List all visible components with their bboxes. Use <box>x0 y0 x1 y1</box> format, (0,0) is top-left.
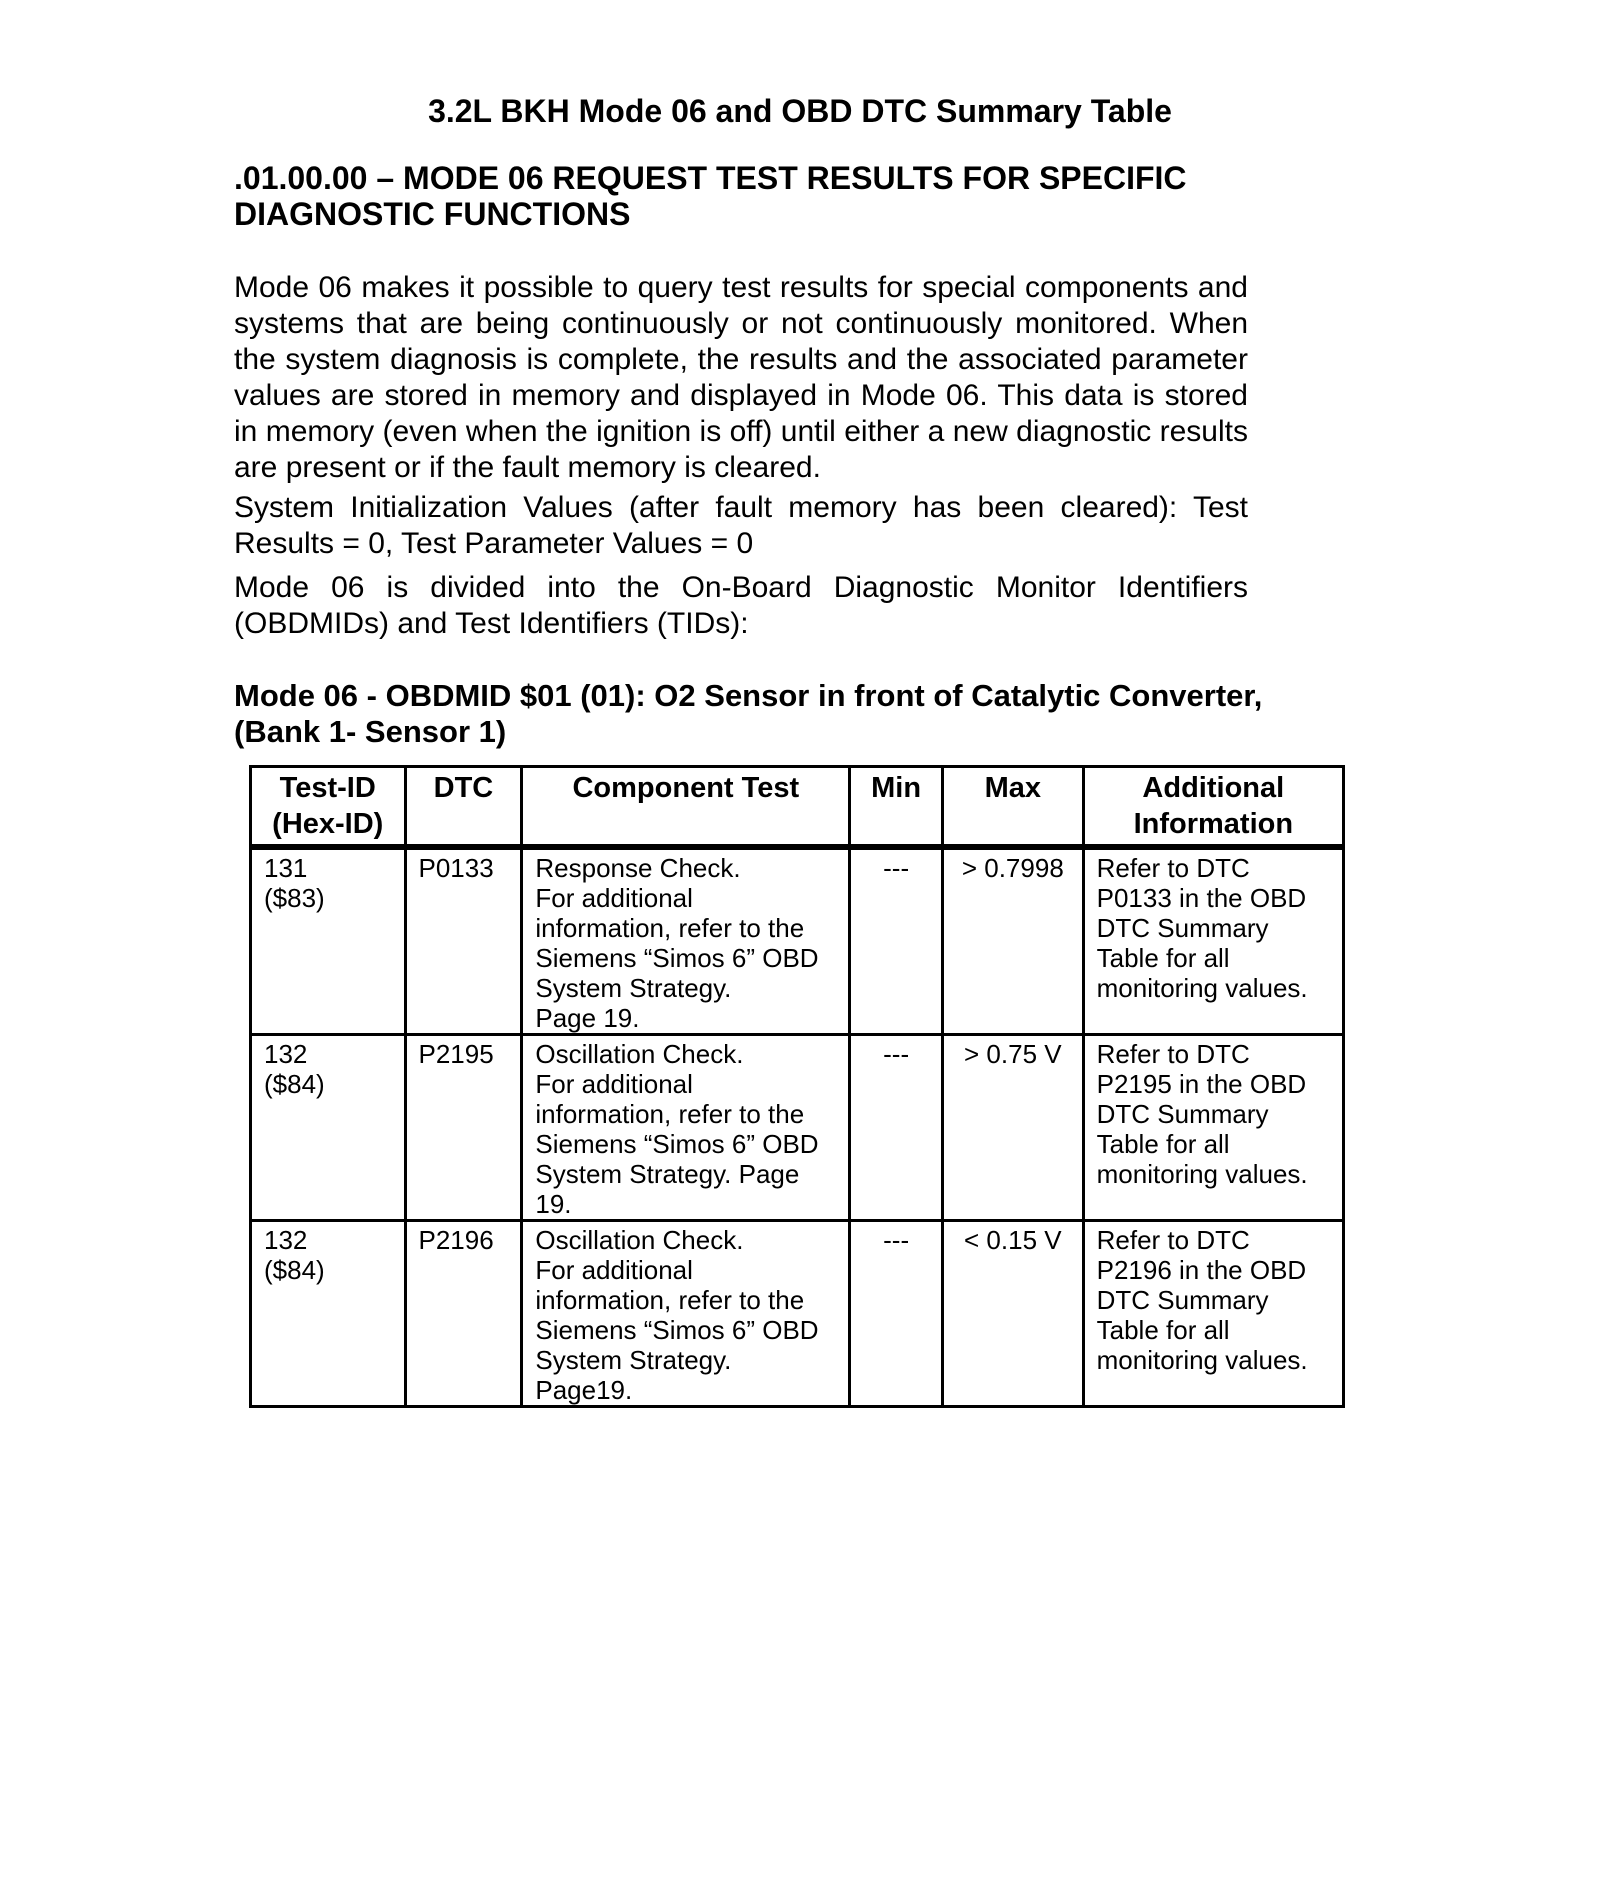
header-min: Min <box>850 767 943 848</box>
cell-min: --- <box>850 847 943 1035</box>
cell-min: --- <box>850 1035 943 1221</box>
intro-paragraph: Mode 06 makes it possible to query test results for special components and systems that are being continuously or not continuously monitored. When the system diagnosis is complete, the results and the associated parameter values are stored in memory and displayed in Mode 06. This data is stored in memory (even when the ignition is off) until either a new diagnostic results are present or if the fault memory is cleared. <box>234 271 1248 484</box>
cell-test-id: 132 ($84) <box>251 1035 406 1221</box>
cell-dtc: P2196 <box>405 1221 522 1407</box>
section-heading: .01.00.00 – MODE 06 REQUEST TEST RESULTS FOR SPECIFIC DIAGNOSTIC FUNCTIONS <box>234 160 1187 232</box>
page-title: 3.2L BKH Mode 06 and OBD DTC Summary Table <box>428 93 1172 129</box>
cell-max: < 0.15 V <box>943 1221 1084 1407</box>
table-row <box>251 1221 1344 1407</box>
cell-additional-info: Refer to DTC P2196 in the OBD DTC Summary Table for all monitoring values. <box>1083 1221 1343 1407</box>
cell-test-id: 132 ($84) <box>251 1221 406 1407</box>
table-header-row <box>251 767 1344 848</box>
cell-additional-info: Refer to DTC P0133 in the OBD DTC Summary Table for all monitoring values. <box>1083 847 1343 1035</box>
cell-dtc: P2195 <box>405 1035 522 1221</box>
header-max: Max <box>943 767 1084 848</box>
header-component-test: Component Test <box>522 767 850 848</box>
initialization-values-paragraph: System Initialization Values (after fault memory has been cleared): Test Results = 0, Test Parameter Values = 0 <box>234 491 1248 560</box>
cell-component-test: Response Check. For additional information, refer to the Siemens “Simos 6” OBD System Strategy. Page 19. <box>522 847 850 1035</box>
header-additional-info: Additional Information <box>1083 767 1343 848</box>
cell-dtc: P0133 <box>405 847 522 1035</box>
table-heading: Mode 06 - OBDMID $01 (01): O2 Sensor in front of Catalytic Converter, (Bank 1- Sensor 1) <box>234 678 1263 749</box>
cell-max: > 0.7998 <box>943 847 1084 1035</box>
cell-component-test: Oscillation Check. For additional information, refer to the Siemens “Simos 6” OBD System Strategy. Page19. <box>522 1221 850 1407</box>
table-row <box>251 1035 1344 1221</box>
header-test-id: Test-ID (Hex-ID) <box>251 767 406 848</box>
cell-test-id: 131 ($83) <box>251 847 406 1035</box>
header-dtc: DTC <box>405 767 522 848</box>
test-results-table <box>249 765 1345 1408</box>
cell-component-test: Oscillation Check. For additional information, refer to the Siemens “Simos 6” OBD System Strategy. Page 19. <box>522 1035 850 1221</box>
identifiers-paragraph: Mode 06 is divided into the On-Board Diagnostic Monitor Identifiers (OBDMIDs) and Test Identifiers (TIDs): <box>234 571 1248 640</box>
cell-min: --- <box>850 1221 943 1407</box>
cell-max: > 0.75 V <box>943 1035 1084 1221</box>
table-row <box>251 847 1344 1035</box>
cell-additional-info: Refer to DTC P2195 in the OBD DTC Summary Table for all monitoring values. <box>1083 1035 1343 1221</box>
